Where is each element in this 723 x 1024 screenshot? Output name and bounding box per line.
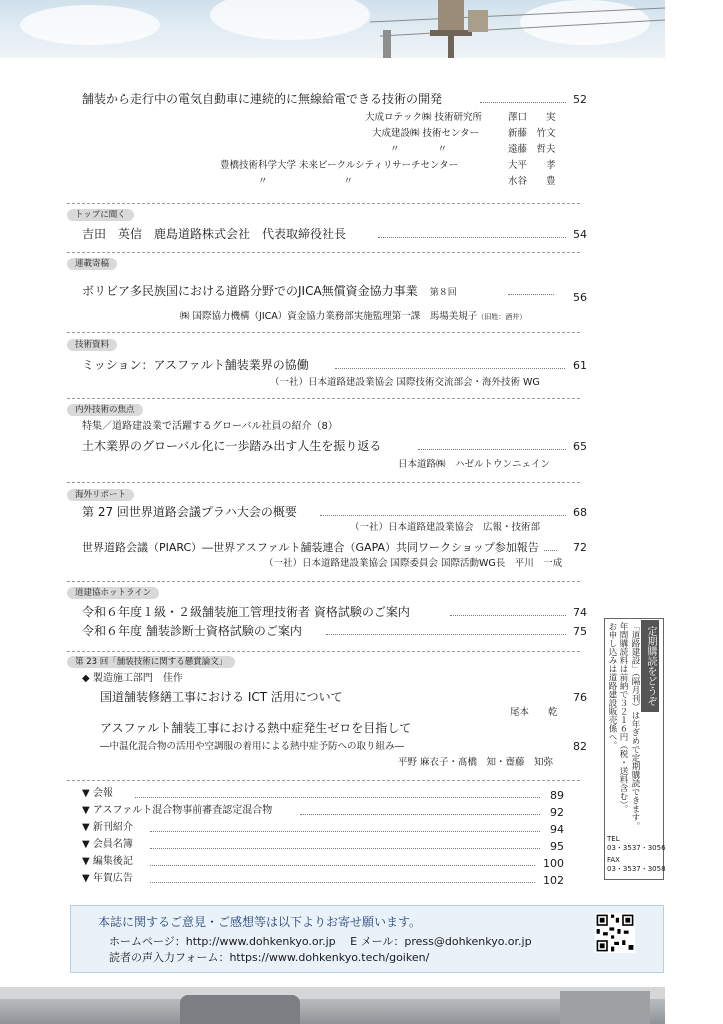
article-subtitle: ―中温化混合物の活用や空調服の着用による熱中症予防への取り組み― — [100, 741, 405, 752]
page-number: 75 — [573, 625, 587, 638]
author-org: 大成建設㈱ 技術センター — [372, 128, 480, 139]
section-divider — [67, 252, 580, 253]
author-name: 水谷 豊 — [508, 176, 556, 187]
author-org: 〃 〃 — [390, 144, 448, 155]
subscription-text: 年間購読料は前納で３２１６円（税・送料含む）。 — [618, 622, 628, 814]
author-name: 大平 孝 — [508, 160, 556, 171]
section-label: 道建協ホットライン — [67, 587, 159, 599]
article-title[interactable]: 舗装から走行中の電気自動車に連続的に無線給電できる技術の開発 — [82, 92, 446, 107]
article-title[interactable]: 吉田 英信 鹿島道路株式会社 代表取締役社長 — [82, 227, 350, 242]
author-name: 新藤 竹文 — [508, 128, 556, 139]
feedback-title: 本誌に関するご意見・ご感想等は以下よりお寄せ願います。 — [98, 915, 422, 929]
byline: （一社）日本道路建設業協会 国際技術交流部会・海外技術 WG — [270, 377, 540, 388]
page-number: 100 — [543, 857, 564, 870]
award-category: ◆ 製造施工部門 佳作 — [82, 673, 183, 684]
author-name: 澤口 実 — [508, 112, 556, 123]
byline: ㈱ 国際協力機構（JICA）資金協力業務部実施監理第一課 馬場美規子（旧姓：酒井） — [180, 311, 527, 322]
feedback-form-link[interactable]: 読者の声入力フォーム：https://www.dohkenkyo.tech/goiken/ — [109, 951, 430, 964]
section-label: 連載寄稿 — [67, 258, 117, 270]
page-number: 74 — [573, 606, 587, 619]
kicker: 特集／道路建設業で活躍するグローバル社員の紹介（8） — [82, 421, 338, 432]
leader-dots — [150, 831, 540, 832]
article-title[interactable]: 土木業界のグローバル化に一歩踏み出す人生を振り返る — [82, 439, 385, 454]
section-divider — [67, 651, 580, 652]
section-label: 第 23 回「舗装技術に関する懸賞論文」 — [67, 656, 235, 668]
article-title[interactable]: 第 27 回世界道路会議プラハ大会の概要 — [82, 505, 301, 520]
article-title[interactable]: 国道舗装修繕工事における ICT 活用について — [100, 690, 347, 705]
misc-item[interactable]: ▼ 会報 — [82, 788, 113, 799]
page-number: 72 — [573, 541, 587, 554]
section-divider — [67, 332, 580, 333]
subscription-text: お申し込みは道路建設販売係へ。 — [607, 622, 617, 750]
subscription-heading: 定期購読をどうぞ — [641, 620, 659, 712]
article-title[interactable]: 令和６年度 舗装診断士資格試験のご案内 — [82, 624, 306, 639]
byline: 日本道路㈱ ハゼルトウンニェイン — [398, 459, 551, 470]
authors: 平野 麻衣子・髙橋 知・齋藤 知弥 — [398, 757, 554, 768]
page-number: 54 — [573, 228, 587, 241]
misc-item[interactable]: ▼ 年賀広告 — [82, 873, 133, 884]
byline: （一社）日本道路建設業協会 国際委員会 国際活動WG長 平川 一成 — [264, 558, 563, 569]
page-number: 102 — [543, 874, 564, 887]
misc-item[interactable]: ▼ アスファルト混合物事前審査認定混合物 — [82, 805, 273, 816]
section-divider — [67, 398, 580, 399]
page-number: 95 — [550, 840, 564, 853]
page-number: 94 — [550, 823, 564, 836]
page-number: 61 — [573, 359, 587, 372]
page-number: 76 — [573, 691, 587, 704]
leader-dots — [326, 634, 566, 635]
section-divider — [67, 203, 580, 204]
section-label: 内外技術の焦点 — [67, 404, 143, 416]
author-org: 大成ロテック㈱ 技術研究所 — [365, 112, 483, 123]
section-divider — [67, 581, 580, 582]
article-title[interactable]: ミッション：アスファルト舗装業界の協働 — [82, 358, 313, 373]
article-title[interactable]: 令和６年度１級・２級舗装施工管理技術者 資格試験のご案内 — [82, 605, 414, 620]
subscription-text: 「道路建設」（隔月刊）は年ぎめで定期購読できます。 — [630, 622, 640, 831]
section-label: 海外リポート — [67, 489, 134, 501]
article-title[interactable]: アスファルト舗装工事における熱中症発生ゼロを目指して — [100, 721, 415, 736]
article-title[interactable]: 世界道路会議（PIARC）―世界アスファルト舗装連合（GAPA）共同ワークショップ参加報告 — [82, 540, 543, 555]
author-name: 尾本 乾 — [510, 707, 558, 718]
section-label: トップに聞く — [67, 209, 134, 221]
page-number: 82 — [573, 740, 587, 753]
leader-dots — [150, 848, 540, 849]
leader-dots — [300, 814, 540, 815]
leader-dots — [378, 237, 566, 238]
leader-dots — [150, 882, 535, 883]
section-divider — [67, 780, 580, 781]
fax-label: FAX — [607, 856, 620, 864]
misc-item[interactable]: ▼ 新刊紹介 — [82, 822, 133, 833]
page-number: 92 — [550, 806, 564, 819]
author-org: 豊橋技術科学大学 未来ビークルシティリサーチセンター — [220, 160, 459, 171]
leader-dots — [418, 449, 566, 450]
author-org: 〃 〃 — [258, 176, 354, 187]
page-number: 56 — [573, 291, 587, 304]
leader-dots — [320, 515, 566, 516]
page-number: 89 — [550, 789, 564, 802]
leader-dots — [335, 368, 565, 369]
page-number: 65 — [573, 440, 587, 453]
section-divider — [67, 482, 580, 483]
page-number: 52 — [573, 93, 587, 106]
author-name: 遠藤 哲夫 — [508, 144, 556, 155]
tel-label: TEL — [607, 835, 620, 843]
byline: （一社）日本道路建設業協会 広報・技術部 — [350, 522, 541, 533]
tel-number[interactable]: 03・3537・3056 — [607, 844, 666, 852]
footer-photo — [0, 987, 665, 1024]
leader-dots — [150, 865, 535, 866]
article-title[interactable]: ボリビア多民族国における道路分野でのJICA無償資金協力事業 第８回 — [82, 284, 461, 301]
misc-item[interactable]: ▼ 会員名簿 — [82, 839, 133, 850]
fax-number: 03・3537・3058 — [607, 865, 666, 873]
leader-dots — [135, 797, 540, 798]
section-label: 技術資料 — [67, 339, 117, 351]
misc-item[interactable]: ▼ 編集後記 — [82, 856, 133, 867]
qr-code-icon[interactable] — [595, 913, 635, 953]
page-number: 68 — [573, 506, 587, 519]
feedback-contact[interactable]: ホームページ：http://www.dohkenkyo.or.jp E メール：press@dohkenkyo.or.jp — [109, 935, 532, 948]
